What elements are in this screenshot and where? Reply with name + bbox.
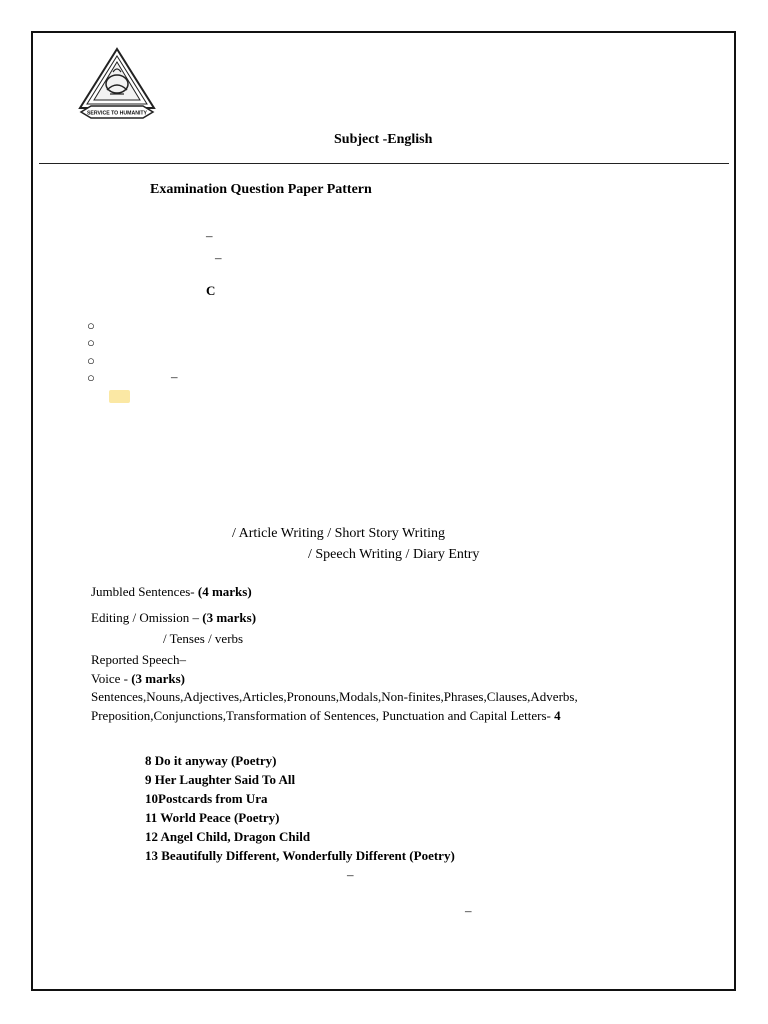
lesson-item: 11 World Peace (Poetry) (145, 810, 280, 825)
writing-types-line-2: / Speech Writing / Diary Entry (308, 547, 480, 562)
section-letter-c: C (206, 283, 216, 298)
grammar-topics-line-2 (91, 708, 561, 724)
grammar-topics-line-1: Sentences,Nouns,Adjectives,Articles,Pronouns,Modals,Non-finites,Phrases,Clauses,Adverbs, (91, 689, 578, 704)
jumbled-sentences-line (91, 584, 252, 600)
tenses-verbs-line: / Tenses / verbs (163, 631, 244, 646)
voice-line (91, 671, 185, 687)
subject-heading: Subject -English (334, 132, 433, 147)
lesson-item: 12 Angel Child, Dragon Child (145, 829, 311, 844)
dash-mark-1: – (206, 228, 213, 243)
exam-pattern-title: Examination Question Paper Pattern (150, 182, 372, 197)
grammar-topics-marks: 4 (554, 708, 561, 723)
document-page (31, 31, 736, 991)
bullet-circle-icon: ○ (87, 335, 95, 350)
dash-mark-4: – (465, 903, 472, 918)
bullet-circle-icon: ○ (87, 318, 95, 333)
editing-omission-marks: (3 marks) (202, 610, 257, 625)
bullet-dash-mark: – (171, 369, 178, 384)
grammar-topics-text: Preposition,Conjunctions,Transformation of Sentences, Punctuation and Capital Letters- (91, 708, 555, 723)
logo-motto: SERVICE TO HUMANITY (86, 110, 148, 117)
lesson-item: 10Postcards from Ura (145, 791, 268, 806)
jumbled-sentences-label: Jumbled Sentences- (91, 584, 198, 599)
jumbled-sentences-marks: (4 marks) (197, 584, 252, 599)
bullet-circle-icon: ○ (87, 353, 95, 368)
writing-types-line-1: / Article Writing / Short Story Writing (232, 526, 446, 541)
reported-speech-line: Reported Speech– (91, 652, 186, 667)
voice-label: Voice - (91, 671, 132, 686)
lesson-item: 9 Her Laughter Said To All (145, 772, 296, 787)
bullet-circle-icon: ○ (87, 370, 95, 385)
dash-mark-3: – (347, 867, 354, 882)
header-divider (39, 163, 729, 164)
lesson-item: 13 Beautifully Different, Wonderfully Different (Poetry) (145, 848, 455, 863)
editing-omission-label: Editing / Omission – (91, 610, 203, 625)
school-crest-logo (77, 46, 157, 124)
dash-mark-2: – (215, 250, 222, 265)
voice-marks: (3 marks) (131, 671, 185, 686)
editing-omission-line (91, 610, 256, 626)
highlight-mark (109, 390, 130, 403)
lesson-item: 8 Do it anyway (Poetry) (145, 753, 277, 768)
